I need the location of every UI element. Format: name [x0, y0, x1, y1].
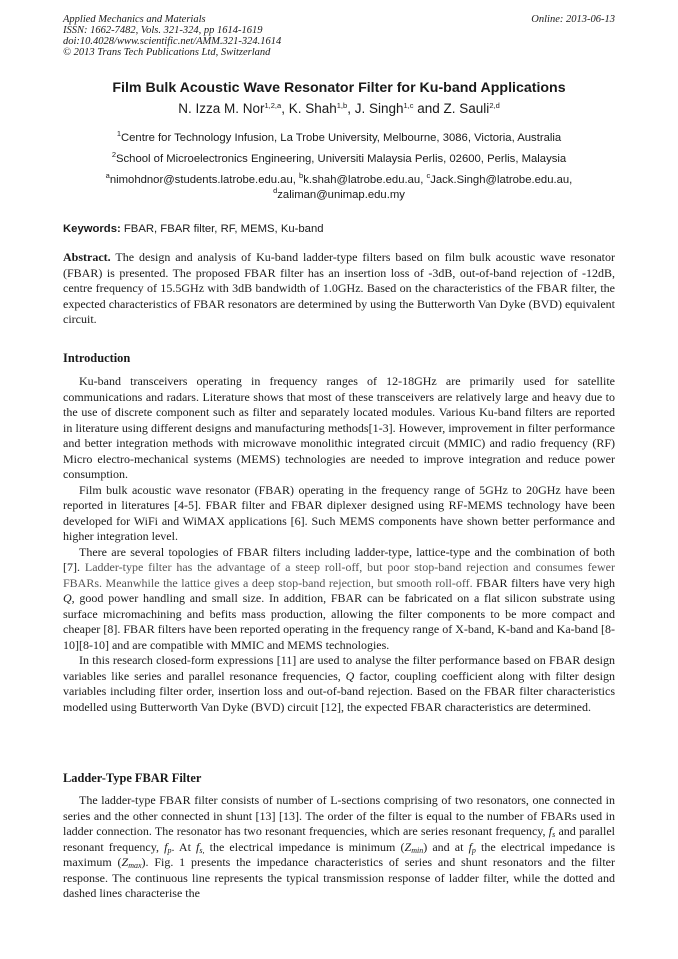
paper-title: Film Bulk Acoustic Wave Resonator Filter for Ku-band Applications — [112, 80, 566, 96]
intro-paragraph-2: Film bulk acoustic wave resonator (FBAR) operating in the frequency range of 5GHz to 20GHz have been reported in literatures [4-5]. FBAR filter and FBAR diplexer designed using RF-MEMS technology have been developed for WiFi and WiMAX applications [6]. Such MEMS components have shown better performance and higher integration level. — [63, 482, 615, 543]
abstract — [63, 250, 615, 328]
ladder-paragraph-1: The ladder-type FBAR filter consists of number of L-sections comprising of two resonators, one connected in series and the other connected in shunt [13] [13]. The order of the filter is equal to the number of FBARs used in ladder connection. The resonator has two resonant frequencies, which are series resonant frequency, $f_s$ and parallel resonant frequency, $f_p$. At $f_{s,}$ the electrical impedance is minimum $(Z_{min})$ and at $f_p$ the electrical impedance is maximum $(Z_{max})$. Fig. 1 presents the impedance characteristics of series and shunt resonators and the filter response. The continuous line represents the typical transmission response of ladder filter, while the dotted and dashed lines characterise the — [63, 793, 616, 900]
issn-line: ISSN: 1662-7482, Vols. 321-324, pp 1614-1619 — [63, 25, 263, 36]
intro-paragraph-3: There are several topologies of FBAR filters including ladder-type, lattice-type and the combination of both [7]. Ladder-type filter has the advantage of a steep roll-off, but poor stop-band rejection and consumes fewer FBARs. Meanwhile the lattice gives a deep stop-band rejection, but smooth roll-off. FBAR filters have very high Q, good power handling and small size. In addition, FBAR can be fabricated on a flat silicon substrate using surface micromachining and befits mass production, allowing the filter components to be more compact and cheaper [8]. FBAR filters have been reported operating in the frequency range of X-band, K-band and Ka-band [8-10][8-10] and are compatible with MMIC and MEMS technologies. — [63, 544, 615, 652]
intro-paragraph-1: Ku-band transceivers operating in frequency ranges of 12-18GHz are primarily used for satellite communications and radars. Literature shows that most of these transceivers are relatively large and heavy due to the use of discrete component such as filter and separately located modules. Various Ku-band filters are reported in literature using different designs and manufacturing methods[1-3]. However, improvement in filter performance and better integration methods with microwave monolithic integrated circuit (MMIC) and radio frequency (RF) Micro electro-mechanical systems (MEMS) technologies are needed to improve integration and reduce power consumption. — [63, 374, 615, 481]
email-b[interactable]: k.shah@latrobe.edu.au, — [303, 174, 427, 186]
introduction-heading: Introduction — [63, 351, 131, 365]
affiliation-1: $^1$Centre for Technology Infusion, La Trobe University, Melbourne, 3086, Victoria, Australia — [116, 129, 562, 144]
intro-paragraph-4: In this research closed-form expressions [11] are used to analyse the filter performance based on FBAR design variables like series and parallel resonance frequencies, Q factor, coupling coefficient along with filter design variables including filter order, insertion loss and out-of-band rejection. Based on the FBAR filter characteristics modelled using Butterworth Van Dyke (BVD) circuit [12], the expected FBAR characteristics are determined. — [63, 653, 615, 714]
email-c[interactable]: Jack.Singh@latrobe.edu.au, — [430, 174, 573, 186]
abstract-text: The design and analysis of Ku-band ladder-type filters based on film bulk acoustic wave resonator (FBAR) is presented. The proposed FBAR filter has an insertion loss of -3dB, out-of-band rejection of -12dB, centre frequency of 15.5GHz with 3dB bandwidth of 1.0GHz. Based on the characteristics of the FBAR filter, the expected characteristics of FBAR resonators are determined by using the Butterworth Van Dyke (BVD) equivalent circuit. — [63, 250, 615, 326]
abstract-label: Abstract. — [63, 250, 111, 264]
author-list — [40, 101, 638, 116]
copyright-line: © 2013 Trans Tech Publications Ltd, Switzerland — [63, 47, 271, 58]
email-a[interactable]: nimohdnor@students.latrobe.edu.au, — [109, 174, 300, 186]
author-4: Z. Sauli$^{2,d}$ — [443, 101, 500, 116]
author-3: J. Singh$^{1,c}$ and — [354, 101, 444, 116]
keywords-label: Keywords: — [63, 223, 121, 235]
online-date: Online: 2013-06-13 — [531, 14, 615, 25]
affiliation-2: $^2$School of Microelectronics Engineering, Universiti Malaysia Perlis, 02600, Perlis, Malaysia — [111, 150, 567, 165]
journal-header — [63, 14, 615, 58]
author-2: K. Shah$^{1,b}$, — [288, 101, 355, 116]
journal-name: Applied Mechanics and Materials — [63, 14, 206, 25]
keywords-text: FBAR, FBAR filter, RF, MEMS, Ku-band — [120, 223, 324, 235]
doi-line: doi:10.4028/www.scientific.net/AMM.321-324.1614 — [63, 36, 282, 47]
author-emails: $^a$nimohdnor@students.latrobe.edu.au, $^b$k.shah@latrobe.edu.au, $^c$Jack.Singh@latrobe.edu.au, $^d$zaliman@unimap.edu.my — [105, 171, 573, 201]
ladder-heading: Ladder-Type FBAR Filter — [63, 771, 202, 785]
author-1: N. Izza M. Nor$^{1,2,a}$, — [178, 101, 289, 116]
keywords — [63, 223, 324, 235]
introduction-body — [63, 374, 615, 715]
ladder-body — [63, 793, 615, 902]
email-d[interactable]: zaliman@unimap.edu.my — [277, 189, 405, 201]
